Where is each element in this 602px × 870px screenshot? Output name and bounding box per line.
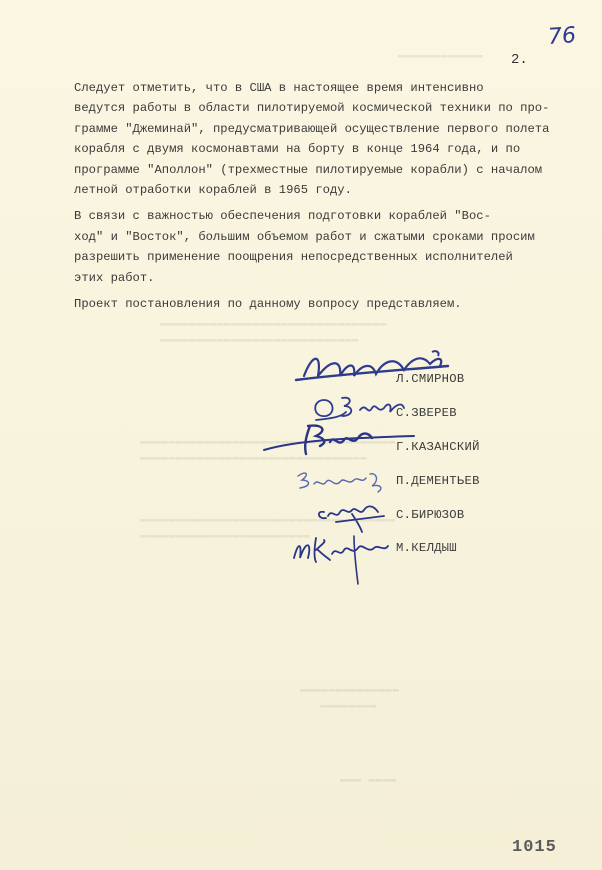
paragraph-request: В связи с важностью обеспечения подготовки кораблей "Вос- ход" и "Восток", большим объемом работ и сжатыми сроками просим разрешить применение поощрения непосредственных исполнителей этих работ. bbox=[74, 209, 535, 285]
bleed-through-text: ▬▬▬ ▬▬▬▬ bbox=[340, 774, 397, 786]
signature-dementyev-image bbox=[290, 464, 390, 498]
bleed-through-text: ▬▬▬▬▬▬▬▬▬▬▬▬▬▬▬▬▬▬▬▬▬▬▬▬▬▬▬▬▬▬▬▬▬▬▬▬ bbox=[140, 436, 396, 448]
signatory-name: С.БИРЮЗОВ bbox=[396, 508, 465, 522]
archive-stamp-number: 1015 bbox=[512, 838, 557, 857]
signatory-name: Л.СМИРНОВ bbox=[396, 372, 465, 386]
signatory-name: С.ЗВЕРЕВ bbox=[396, 406, 457, 420]
bleed-through-text: ▬▬▬▬▬▬▬▬▬▬▬▬▬▬▬▬▬▬▬▬▬▬▬▬▬▬▬▬ bbox=[160, 334, 359, 346]
letter-body bbox=[74, 78, 574, 320]
signature-kazansky-image bbox=[258, 420, 418, 460]
bleed-through-text: ▬▬▬▬▬▬▬▬▬▬▬▬▬▬ bbox=[300, 684, 400, 696]
bleed-through-text: ▬▬▬▬▬▬▬▬▬▬▬▬ bbox=[398, 50, 484, 62]
signatory-name: М.КЕЛДЫШ bbox=[396, 541, 457, 555]
paragraph-draft-resolution: Проект постановления по данному вопросу представляем. bbox=[74, 297, 462, 312]
bleed-through-text: ▬▬▬▬▬▬▬▬▬▬▬▬▬▬▬▬▬▬▬▬▬▬▬▬ bbox=[140, 530, 311, 542]
archive-page-number: 76 bbox=[547, 23, 577, 50]
signatory-name: П.ДЕМЕНТЬЕВ bbox=[396, 474, 480, 488]
signature-smirnov-image bbox=[292, 346, 452, 392]
bleed-through-text: ▬▬▬▬▬▬▬▬▬▬▬▬▬▬▬▬▬▬▬▬▬▬▬▬▬▬▬▬▬▬▬▬▬▬▬▬ bbox=[140, 514, 396, 526]
bleed-through-text: ▬▬▬▬▬▬▬▬ bbox=[320, 700, 377, 712]
page-number: 2. bbox=[511, 52, 528, 68]
signature-keldysh-image bbox=[288, 528, 398, 586]
bleed-through-text: ▬▬▬▬▬▬▬▬▬▬▬▬▬▬▬▬▬▬▬▬▬▬▬▬▬▬▬▬▬▬▬▬ bbox=[160, 318, 388, 330]
bleed-through-text: ▬▬▬▬▬▬▬▬▬▬▬▬▬▬▬▬▬▬▬▬▬▬▬▬▬▬▬▬▬▬▬▬ bbox=[140, 452, 368, 464]
signatory-name: Г.КАЗАНСКИЙ bbox=[396, 440, 480, 454]
paragraph-usa-programs: Следует отметить, что в США в настоящее время интенсивно ведутся работы в области пилотируемой космической техники по про- грамме "Джеминай", предусматривающей осуществление первого полета корабля с двумя космонавтами на борту в конце 1964 года, и по программе "Аполлон" (трехместные пилотируемые корабли) с началом летной отработки кораблей в 1965 году. bbox=[74, 81, 550, 198]
